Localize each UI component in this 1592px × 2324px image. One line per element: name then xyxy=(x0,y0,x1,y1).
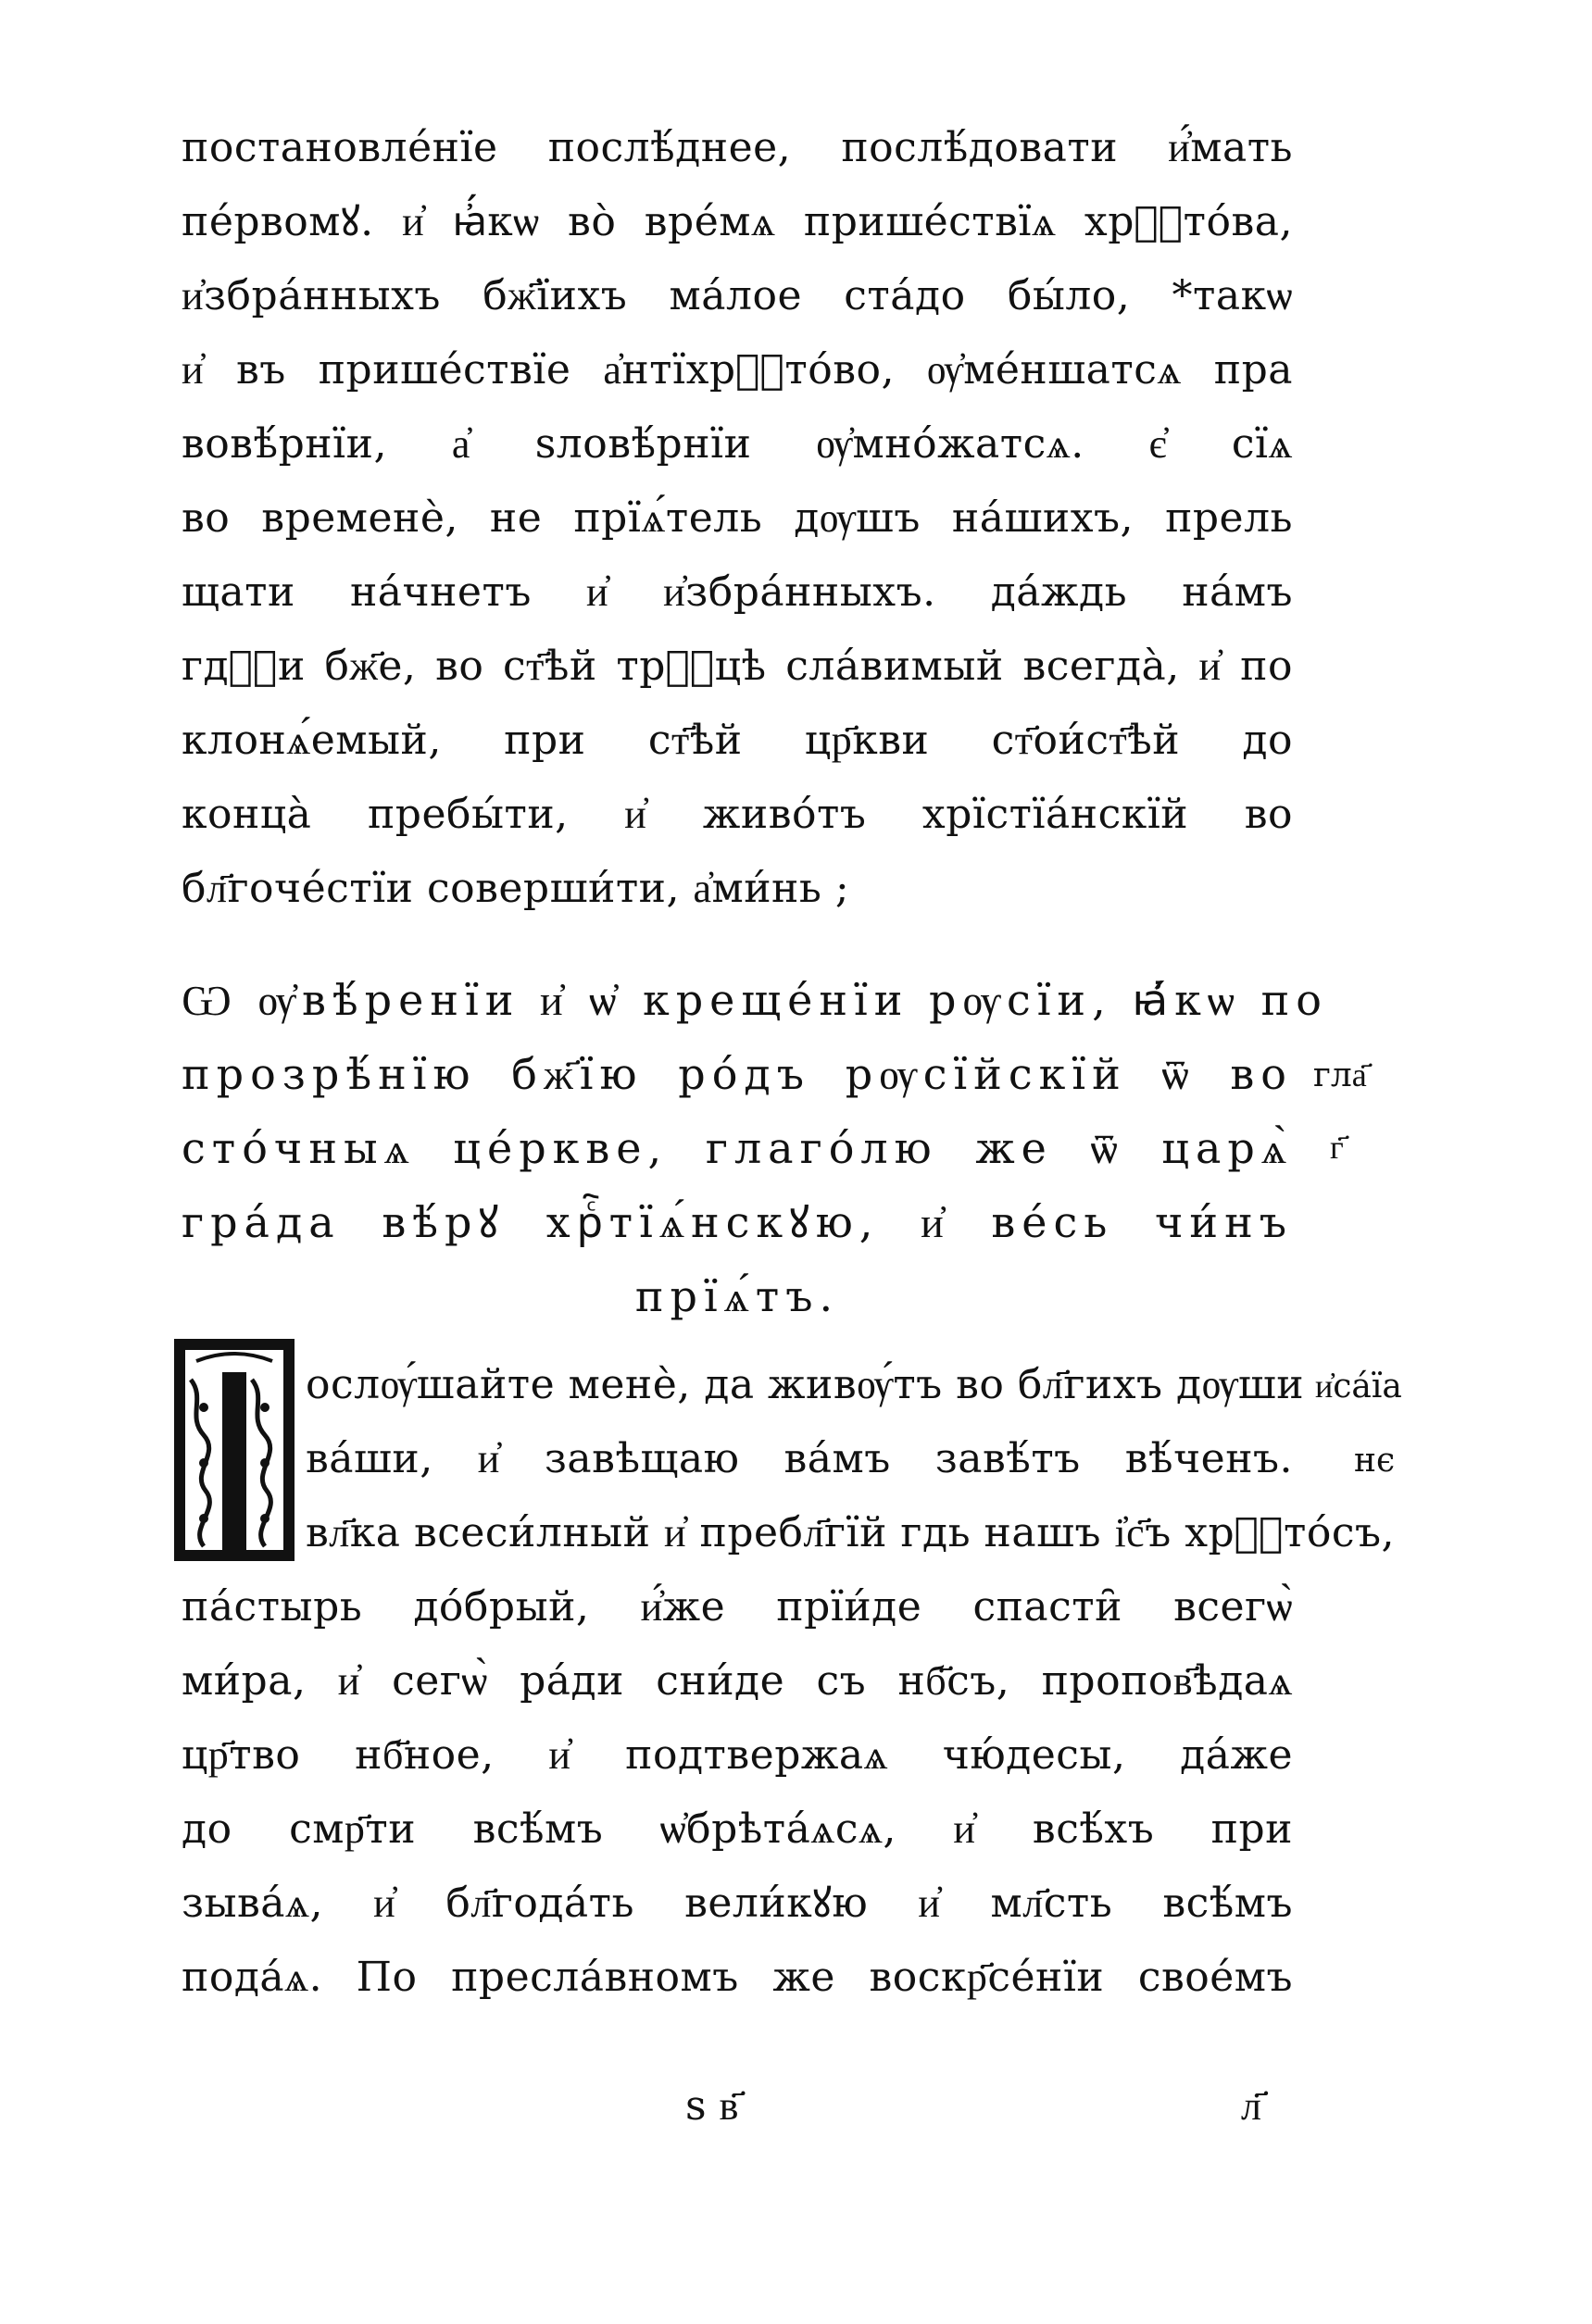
text-line: ва́ши, и҆ завѣщаю ва́мъ завѣ́тъ вѣ́ченъ. xyxy=(306,1435,1293,1482)
text-line: до смр҃ти всѣ́мъ ѡ҆брѣта́ѧсѧ, и҆ всѣ́хъ при xyxy=(182,1805,1293,1853)
text-line: ослѹ́шайте менѐ, да живѹ́тъ во бл҃гихъ дѹши xyxy=(306,1361,1305,1408)
text-line: ми́ра, и҆ сегѡ̀ ра́ди сни́де съ нб҃съ, пропов҃ѣдаѧ xyxy=(182,1657,1293,1705)
text-line: вовѣ́рнїи, а҆ ѕловѣ́рнїи ѹ҆мно́жатсѧ. є҆ сїѧ xyxy=(182,420,1293,468)
text-line: щати на́чнетъ и҆ и҆збра́нныхъ. да́ждь на́мъ xyxy=(182,569,1293,616)
text-line: постановлéнїе послѣ́днее, послѣ́довати и҆́мать xyxy=(182,124,1293,171)
margin-note: нє xyxy=(1354,1442,1396,1480)
text-line: бл҃гочéстїи соверши́ти, а҆ми́нь ; xyxy=(182,865,850,912)
margin-note: г҃ xyxy=(1330,1129,1344,1167)
text-line: пода́ѧ. По пресла́вномъ же воскр҃сéнїи своéмъ xyxy=(182,1954,1293,2001)
text-line: зыва́ѧ, и҆ бл҃года́ть вели́кꙋю и҆ мл҃сть всѣ́мъ xyxy=(182,1880,1293,1927)
heading-line: гра́да вѣ́рꙋ хрⷭ҇тїѧ́нскꙋю, и҆ вéсь чи́нъ xyxy=(182,1197,1293,1247)
text-line: па́стырь до́брый, и҆́же прїи́де спасти̑ всегѡ̀ xyxy=(182,1583,1293,1631)
heading-line: Ѡ ѹ҆вѣ́ренїи и҆ ѡ҆ крещéнїи рѹсїи, ꙗ҆́кѡ по xyxy=(182,975,1328,1025)
heading-line: сто́чныѧ цéркве, глаго́лю же ѿ царѧ̀ xyxy=(182,1123,1293,1173)
page-number: л҃ xyxy=(1241,2082,1261,2130)
text-line: вл҃ка всеси́лный и҆ пребл҃гїй гдь нашъ і҆с҃ъ хрⷭ҇то́съ, xyxy=(306,1509,1395,1556)
text-line: конца̀ пребы́ти, и҆ живо́тъ хрїстїа́нскїй во xyxy=(182,791,1293,838)
heading-line: прозрѣ́нїю бж҃їю ро́дъ рѹсїйскїй ѿ во xyxy=(182,1049,1293,1099)
text-line: пéрвомꙋ. и҆ ꙗ҆́кѡ во̀ врéмѧ пришéствїѧ хрⷭ҇то́ва, xyxy=(182,198,1293,245)
text-line: и҆збра́нныхъ бж҃їихъ ма́лое ста́до бы́ло, *такѡ xyxy=(182,272,1293,319)
drop-cap-ornament xyxy=(174,1339,295,1561)
drop-cap-ornament-icon xyxy=(178,1343,291,1557)
margin-note: гла҃ xyxy=(1313,1056,1367,1094)
signature-mark: ѕ в҃ xyxy=(685,2082,739,2130)
heading-line: прїѧ́тъ. xyxy=(634,1271,840,1321)
text-line: клонѧ́емый, при ст҃ѣй цр҃кви ст҃ои́ст҃ѣй до xyxy=(182,717,1293,764)
text-line: гдⷭ҇и бж҃е, во ст҃ѣй трⷪ҇цѣ сла́вимый всегда̀, и҆ по xyxy=(182,643,1293,690)
text-line: во временѐ, не прїѧ́тель дѹшъ на́шихъ, прель xyxy=(182,494,1293,542)
text-line: и҆ въ пришéствїе а҆нтїхрⷭ҇то́во, ѹ҆мéншатсѧ пра xyxy=(182,346,1293,394)
margin-note: и҆са́їа xyxy=(1315,1368,1402,1406)
text-line: цр҃тво нб҃ное, и҆ подтвержаѧ чю́десы, да́же xyxy=(182,1731,1293,1779)
drop-cap-letter xyxy=(178,1557,179,1558)
